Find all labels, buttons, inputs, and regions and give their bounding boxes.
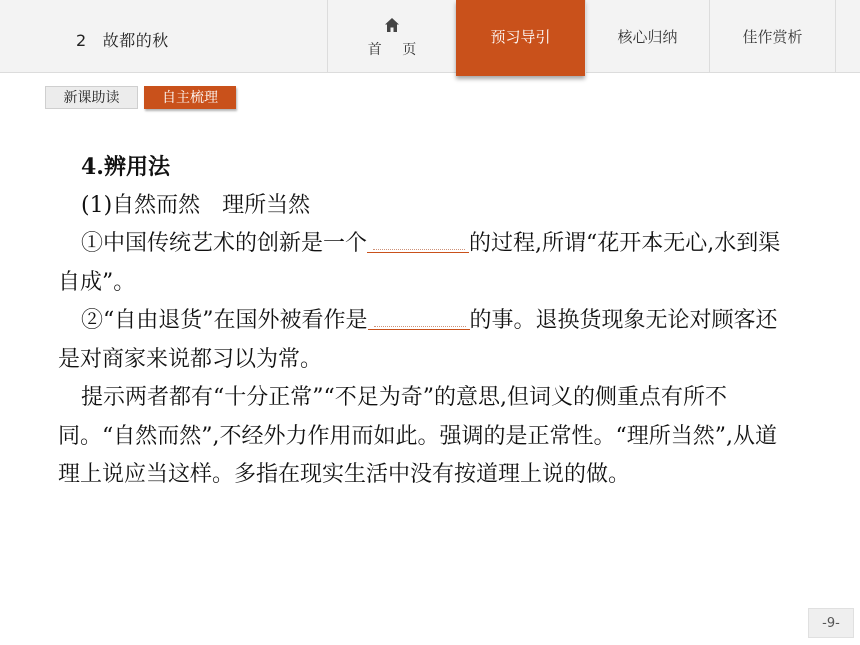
lesson-name: 故都的秋 bbox=[102, 31, 169, 50]
section-heading: 4.辨用法 bbox=[81, 154, 170, 180]
nav-appreciation[interactable] bbox=[709, 0, 836, 73]
nav-appreciation-label: 佳作赏析 bbox=[742, 28, 803, 46]
nav-home-label: 首 页 bbox=[367, 41, 425, 58]
word-pair: (1)自然而然 理所当然 bbox=[81, 192, 311, 218]
lesson-number: 2 bbox=[76, 31, 87, 50]
nav-core-summary[interactable] bbox=[585, 0, 709, 73]
page-number: -9- bbox=[808, 608, 854, 638]
hint-label: 提示 bbox=[81, 385, 126, 410]
sentence-1-start: ①中国传统艺术的创新是一个 bbox=[81, 231, 368, 256]
nav-preview-guide[interactable] bbox=[456, 0, 585, 76]
sentence-2-start: ②“自由退货”在国外被看作是 bbox=[81, 308, 368, 333]
nav-core-label: 核心归纳 bbox=[617, 28, 678, 46]
sentence-2 bbox=[58, 302, 798, 379]
hint-text: 两者都有“十分正常”“不足为奇”的意思,但词义的侧重点有所不同。“自然而然”,不经外力作用而如此。强调的是正常性。“理所当然”,从道理上说应当这样。多指在现实生活中没有按道理上说的做。 bbox=[58, 385, 777, 487]
answer-blank-2[interactable] bbox=[368, 304, 470, 330]
sentence-1-end: 的过程,所谓“花开本无心,水到渠自成”。 bbox=[58, 231, 781, 295]
sentence-2-end: 的事。退换货现象无论对顾客还是对商家来说都习以为常。 bbox=[58, 308, 778, 372]
nav-home[interactable] bbox=[327, 0, 456, 73]
answer-blank-1[interactable] bbox=[367, 227, 469, 253]
subtab-self-study[interactable]: 自主梳理 bbox=[144, 86, 236, 109]
top-nav-bar bbox=[0, 0, 860, 73]
sentence-1 bbox=[58, 225, 798, 302]
home-icon bbox=[384, 17, 400, 33]
lesson-title bbox=[76, 28, 169, 51]
nav-preview-label: 预习导引 bbox=[490, 28, 551, 46]
lesson-content bbox=[58, 148, 798, 495]
hint-paragraph bbox=[58, 379, 798, 495]
subtab-intro[interactable]: 新课助读 bbox=[45, 86, 138, 109]
